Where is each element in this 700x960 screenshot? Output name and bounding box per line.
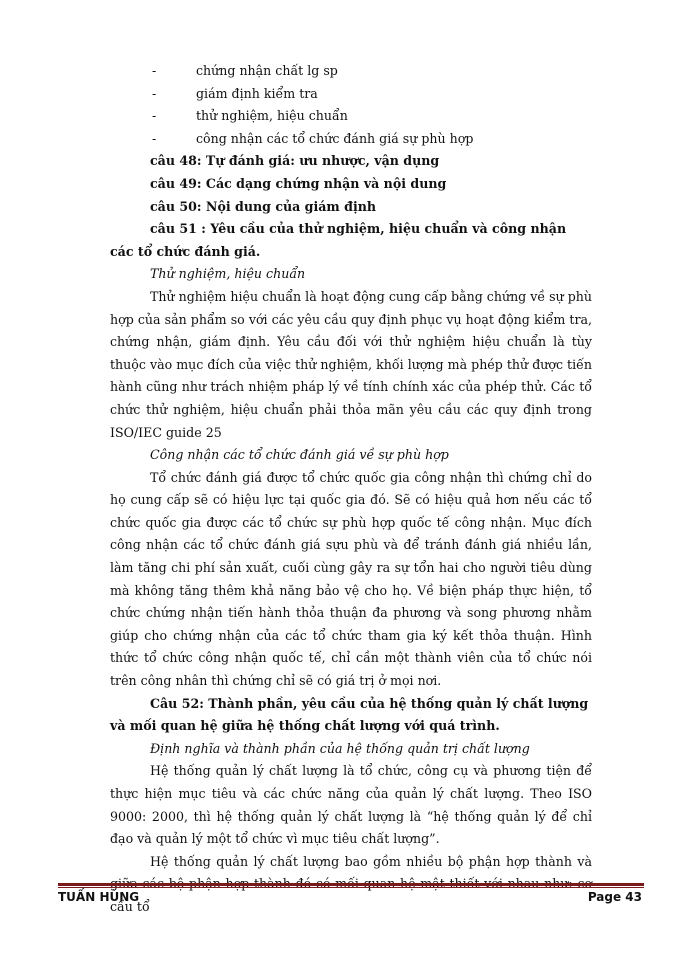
bullet-item	[110, 128, 592, 151]
question-50-heading: câu 50: Nội dung của giám định	[150, 198, 377, 214]
bullet-marker: -	[152, 85, 157, 101]
paragraph-qms-definition: Hệ thống quản lý chất lượng là tổ chức, công cụ và phương tiện để thực hiện mục tiêu và các chức năng của quản lý chất lượng. Theo ISO 9000: 2000, thì hệ thống quản lý chất lượng là “hệ thống quản lý để chỉ đạo và quản lý một tổ chức vì mục tiêu chất lượng”.	[110, 763, 592, 847]
bullet-marker: -	[152, 108, 157, 124]
paragraph-accreditation: Tổ chức đánh giá được tổ chức quốc gia công nhận thì chứng chỉ do họ cung cấp sẽ có hiệu lực tại quốc gia đó. Sẽ có hiệu quả hơn nếu các tổ chức quốc gia được các tổ chức sự phù hợp quốc tế công nhận. Mục đích công nhận các tổ chức đánh giá sựu phù và để tránh đánh giá nhiều lần, làm tăng chi phí sản xuất, cuối cùng gây ra sự tổn hai cho người tiêu dùng mà không tăng thêm khả năng bảo vệ cho họ. Về biện pháp thực hiện, tổ chức chứng nhận tiến hành thỏa thuận đa phương và song phương nhằm giúp cho chứng nhận của các tổ chức tham gia ký kết thỏa thuận. Hình thức tổ chức công nhận quốc tế, chỉ cần một thành viên của tổ chức nói trên công nhân thì chứng chỉ sẽ có giá trị ở mọi nơi.	[110, 469, 592, 689]
paragraph-testing-calibration: Thử nghiệm hiệu chuẩn là hoạt động cung cấp bằng chứng về sự phù hợp của sản phẩm so với các yêu cầu quy định phục vụ hoạt động kiểm tra, chứng nhận, giám định. Yêu cầu đối với thử nghiệm hiệu chuẩn là tùy thuộc vào mục đích của việc thử nghiệm, khối lượng mà phép thử được tiến hành cũng như trách nhiệm pháp lý về tính chính xác của phép thử. Các tổ chức thử nghiệm, hiệu chuẩn phải thỏa mãn yêu cầu các quy định trong ISO/IEC guide 25	[110, 288, 592, 440]
subheading-testing-calibration: Thử nghiệm, hiệu chuẩn	[150, 266, 306, 282]
bullet-item	[110, 105, 592, 128]
footer-author: TUẤN HÙNG	[58, 890, 140, 904]
bullet-text: công nhận các tổ chức đánh giá sự phù hợp	[196, 130, 474, 146]
bullet-text: chứng nhận chất lg sp	[196, 63, 338, 78]
question-51-heading: câu 51 : Yêu cầu của thử nghiệm, hiệu chuẩn và công nhận các tổ chức đánh giá.	[110, 221, 567, 259]
paragraph-qms-components: Hệ thống quản lý chất lượng bao gồm nhiều bộ phận hợp thành và cấu tổ	[110, 853, 592, 914]
question-48-heading: câu 48: Tự đánh giá: ưu nhược, vận dụng	[150, 153, 440, 169]
bullet-marker: -	[152, 130, 157, 146]
subheading-qms-definition: Định nghĩa và thành phần của hệ thống quản trị chất lượng	[150, 740, 530, 756]
bullet-item	[110, 83, 592, 106]
question-52-heading: Câu 52: Thành phần, yêu cầu của hệ thống quản lý chất lượng và mối quan hệ giữa hệ thống chất lượng với quá trình.	[110, 695, 589, 734]
bullet-text: thử nghiệm, hiệu chuẩn	[196, 108, 348, 124]
footer-divider-thick	[58, 883, 644, 886]
footer-divider-thin	[58, 887, 644, 888]
bullet-text: giám định kiểm tra	[196, 85, 318, 101]
bullet-marker: -	[152, 63, 157, 78]
question-49-heading: câu 49: Các dạng chứng nhận và nội dung	[150, 175, 447, 191]
bullet-item	[110, 60, 592, 83]
footer-page-number: Page 43	[587, 890, 642, 904]
subheading-accreditation: Công nhận các tổ chức đánh giá về sự phù hợp	[150, 447, 449, 463]
page-content	[110, 60, 592, 919]
